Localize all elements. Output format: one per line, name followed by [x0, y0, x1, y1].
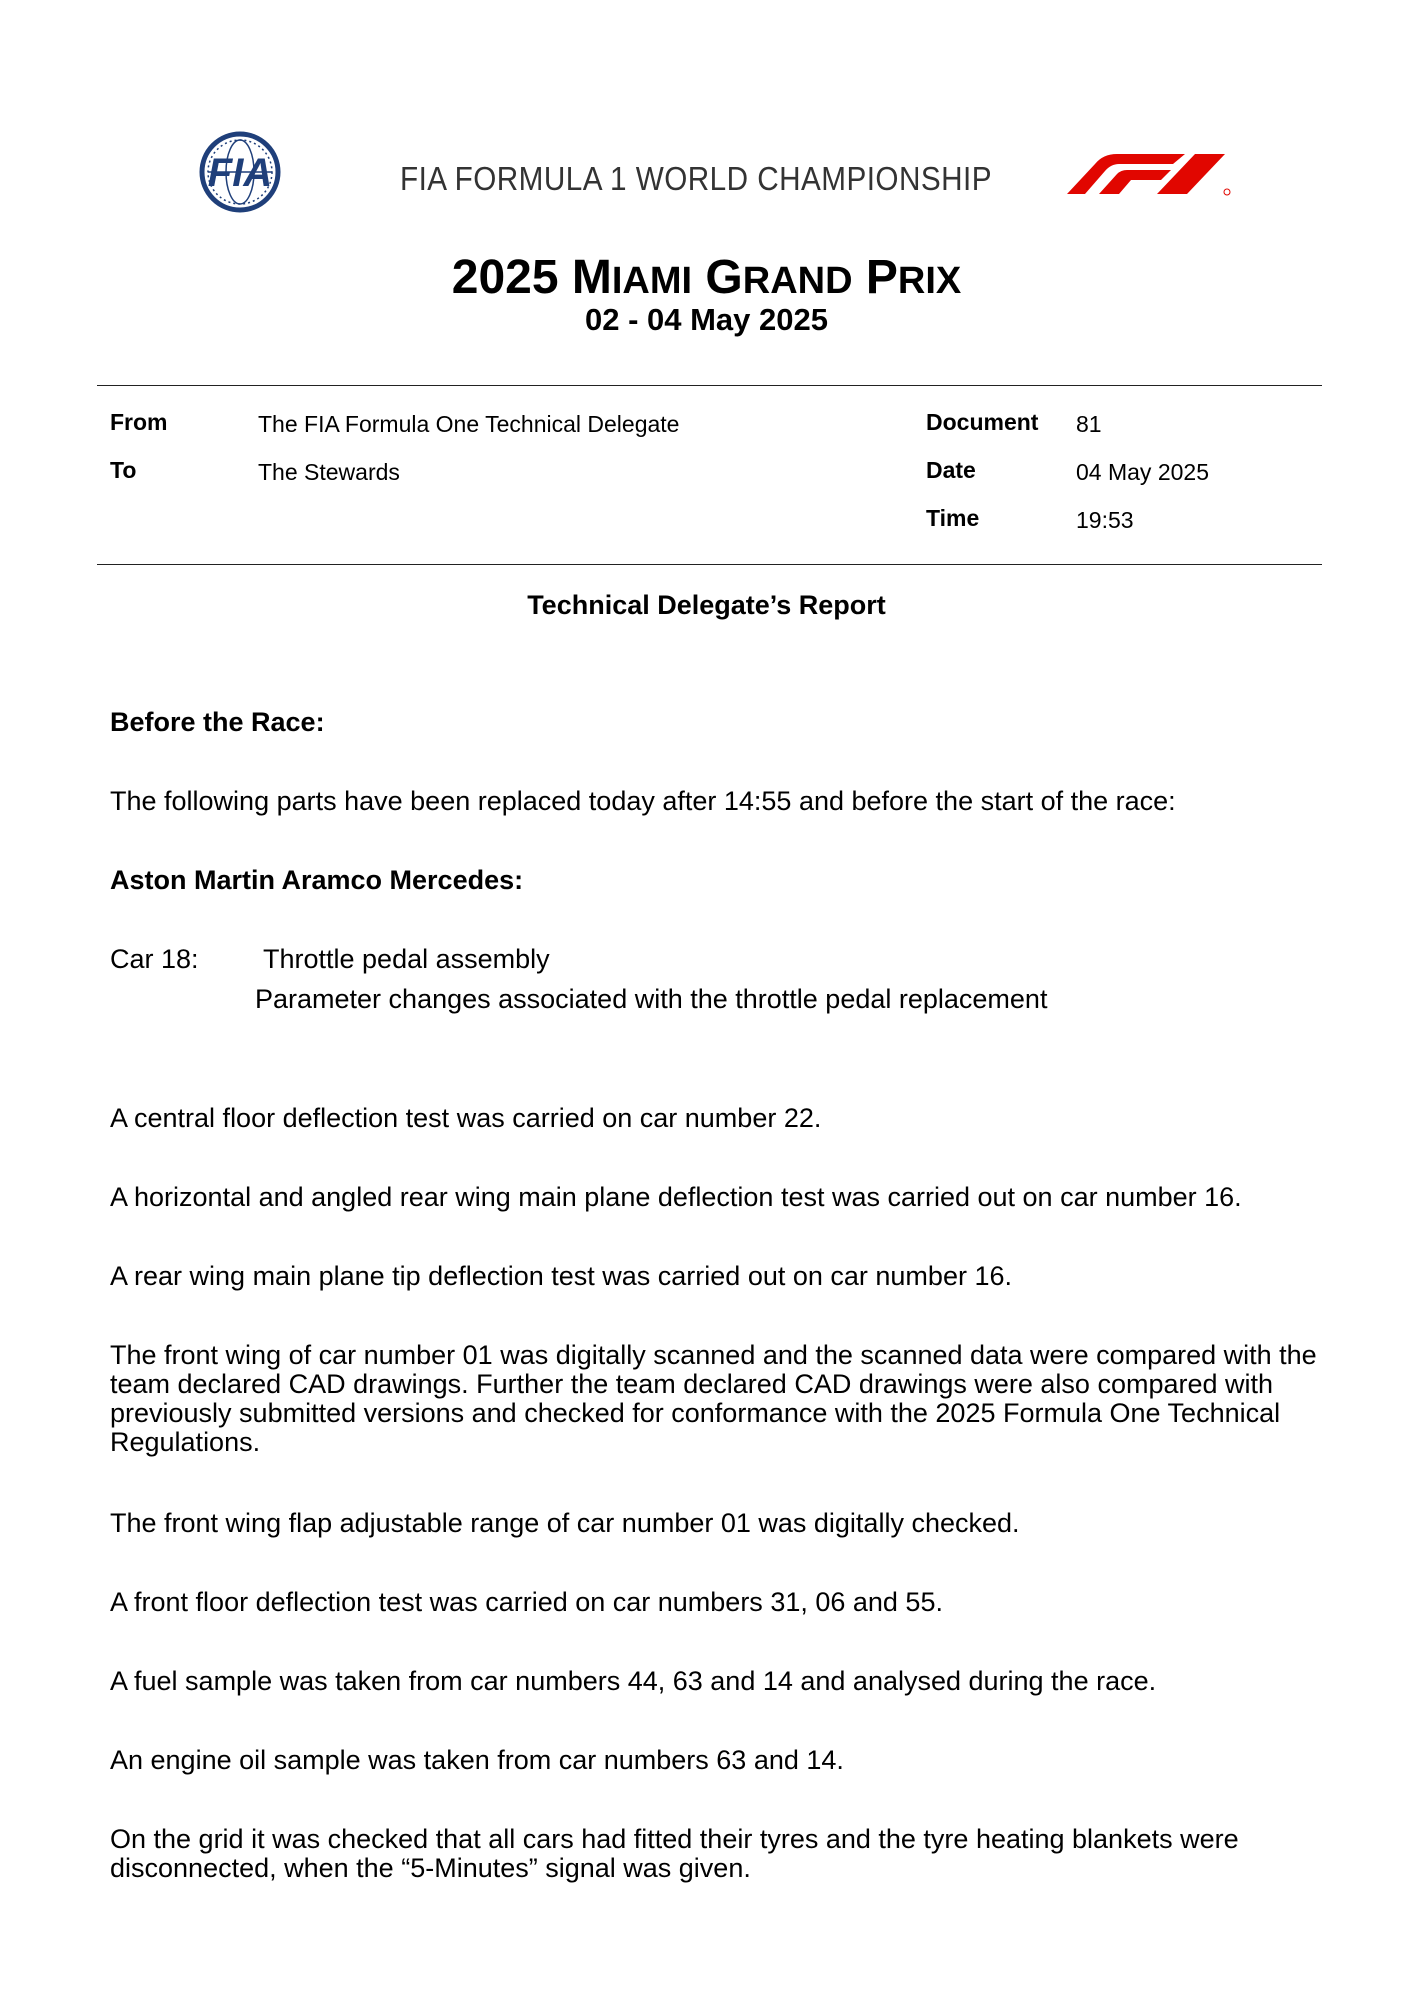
- fia-logo-text: FIA: [207, 151, 273, 195]
- divider-bottom: [97, 564, 1322, 565]
- fia-logo: [180, 130, 300, 214]
- date-value: 04 May 2025: [1076, 459, 1209, 485]
- report-paragraph: On the grid it was checked that all cars had fitted their tyres and the tyre heating blankets were disconnected, when the “5-Minutes” signal was given.: [110, 1824, 1239, 1883]
- report-paragraph: A front floor deflection test was carried on car numbers 31, 06 and 55.: [110, 1587, 943, 1617]
- championship-heading: FIA FORMULA 1 WORLD CHAMPIONSHIP: [400, 160, 992, 197]
- report-title: Technical Delegate’s Report: [527, 590, 886, 620]
- section-heading: Before the Race:: [110, 707, 325, 737]
- report-paragraph: An engine oil sample was taken from car numbers 63 and 14.: [110, 1745, 844, 1775]
- car-item: Parameter changes associated with the throttle pedal replacement: [255, 984, 1048, 1014]
- report-paragraph: The front wing flap adjustable range of car number 01 was digitally checked.: [110, 1508, 1020, 1538]
- intro-paragraph: The following parts have been replaced today after 14:55 and before the start of the race:: [110, 786, 1176, 816]
- report-paragraph: A horizontal and angled rear wing main plane deflection test was carried out on car number 16.: [110, 1182, 1242, 1212]
- car-item: Throttle pedal assembly: [263, 944, 550, 974]
- event-title: 2025 MIAMI GRAND PRIX: [451, 251, 962, 304]
- from-label: From: [110, 409, 168, 435]
- to-value: The Stewards: [258, 459, 400, 485]
- to-label: To: [110, 457, 137, 483]
- document-value: 81: [1076, 411, 1102, 437]
- report-paragraph: A fuel sample was taken from car numbers 44, 63 and 14 and analysed during the race.: [110, 1666, 1157, 1696]
- report-paragraph: A central floor deflection test was carried on car number 22.: [110, 1103, 822, 1133]
- f1-logo: [1065, 150, 1235, 196]
- date-label: Date: [926, 457, 976, 483]
- time-value: 19:53: [1076, 507, 1134, 533]
- team-heading: Aston Martin Aramco Mercedes:: [110, 865, 524, 895]
- car-label: Car 18:: [110, 944, 199, 974]
- event-dates: 02 - 04 May 2025: [584, 302, 828, 337]
- report-paragraph: A rear wing main plane tip deflection test was carried out on car number 16.: [110, 1261, 1012, 1291]
- report-paragraph: The front wing of car number 01 was digitally scanned and the scanned data were compared with the team declared CAD drawings. Further the team declared CAD drawings were also compared with previously submitted versions and checked for conformance with the 2025 Formula One Technical Regulations.: [110, 1340, 1317, 1457]
- from-value: The FIA Formula One Technical Delegate: [258, 411, 680, 437]
- document-label: Document: [926, 409, 1039, 435]
- time-label: Time: [926, 505, 980, 531]
- divider-top: [97, 385, 1322, 386]
